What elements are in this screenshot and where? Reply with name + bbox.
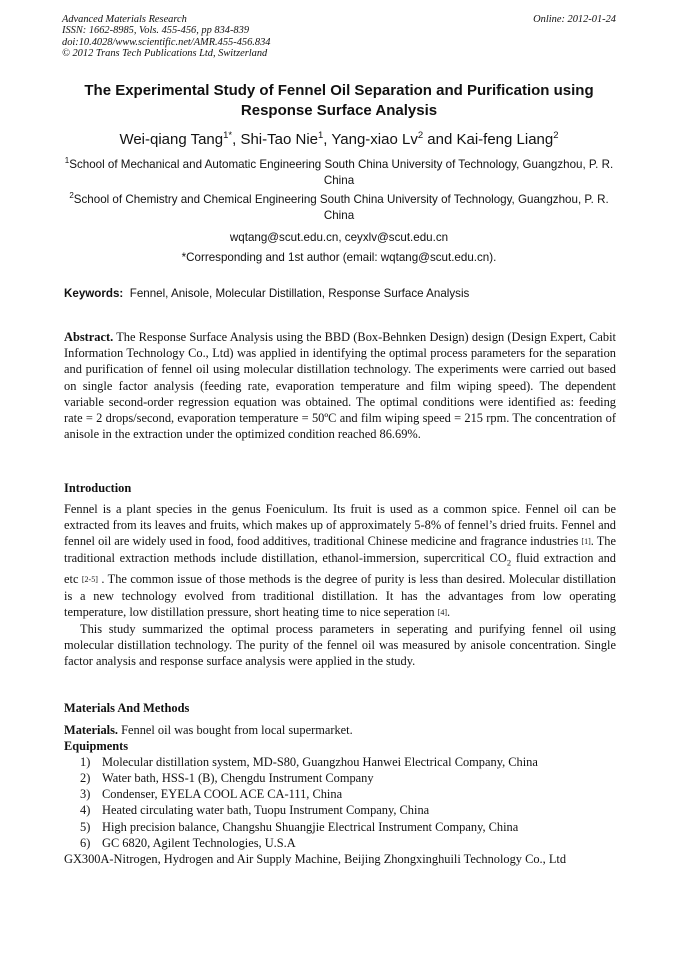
list-item bbox=[64, 786, 616, 802]
author-affiliation-mark: 1* bbox=[223, 130, 233, 141]
list-number: 4) bbox=[80, 803, 91, 818]
methods-body bbox=[64, 722, 616, 867]
list-text: High precision balance, Changshu Shuangjie Electrical Instrument Company, China bbox=[102, 819, 519, 834]
citation: [2-5] bbox=[81, 574, 98, 584]
journal-header bbox=[62, 14, 616, 60]
paragraph: This study summarized the optimal process parameters in seperating and purifying fennel oil using molecular distillation technology. The purity of the fennel oil was measured by anisole concentration. Single factor analysis and response surface analysis were applied in the study. bbox=[64, 622, 616, 669]
list-item bbox=[64, 802, 616, 818]
citation: [4] bbox=[437, 608, 448, 618]
paragraph bbox=[64, 501, 616, 621]
introduction-body bbox=[64, 501, 616, 669]
author-name: Wei-qiang Tang bbox=[119, 131, 224, 148]
author-separator: and bbox=[423, 131, 457, 148]
copyright-line: © 2012 Trans Tech Publications Ltd, Switzerland bbox=[62, 48, 268, 60]
list-text: Molecular distillation system, MD-S80, Guangzhou Hanwei Electrical Company, China bbox=[102, 755, 538, 770]
list-text: Water bath, HSS-1 (B), Chengdu Instrument Company bbox=[102, 771, 374, 786]
author-affiliation-mark: 2 bbox=[417, 130, 424, 141]
list-text: Condenser, EYELA COOL ACE CA-111, China bbox=[102, 787, 343, 802]
affiliation-text: School of Mechanical and Automatic Engineering South China University of Technology, Guangzhou, P. R. China bbox=[69, 158, 614, 187]
supply-machine-line: GX300A-Nitrogen, Hydrogen and Air Supply Machine, Beijing Zhongxinghuili Technology Co., Ltd bbox=[64, 851, 567, 866]
text-run: . bbox=[447, 605, 451, 620]
issn-line: ISSN: 1662-8985, Vols. 455-456, pp 834-839 bbox=[62, 25, 250, 37]
keywords-label: Keywords: bbox=[64, 287, 124, 300]
list-number: 1) bbox=[80, 755, 91, 770]
list-item bbox=[64, 770, 616, 786]
paper-title: The Experimental Study of Fennel Oil Separation and Purification using Response Surface Analysis bbox=[84, 82, 594, 119]
doi-line: doi:10.4028/www.scientific.net/AMR.455-456.834 bbox=[62, 36, 271, 48]
keywords-text: Fennel, Anisole, Molecular Distillation, Response Surface Analysis bbox=[129, 287, 470, 300]
list-text: GC 6820, Agilent Technologies, U.S.A bbox=[102, 835, 296, 850]
journal-name: Advanced Materials Research bbox=[62, 14, 187, 25]
author-name: Yang-xiao Lv bbox=[331, 131, 418, 148]
list-number: 6) bbox=[80, 835, 91, 850]
list-number: 2) bbox=[80, 771, 91, 786]
author-list bbox=[62, 130, 616, 150]
materials-line bbox=[64, 722, 616, 738]
affiliation-mark: 2 bbox=[69, 191, 74, 201]
equipment-list bbox=[64, 754, 616, 851]
methods-heading: Materials And Methods bbox=[64, 701, 190, 715]
abstract-label: Abstract. bbox=[64, 330, 114, 344]
introduction-heading: Introduction bbox=[64, 481, 132, 495]
list-text: Heated circulating water bath, Tuopu Instrument Company, China bbox=[102, 803, 430, 818]
author-emails: wqtang@scut.edu.cn, ceyxlv@scut.edu.cn bbox=[229, 231, 449, 244]
author-separator: , bbox=[232, 131, 241, 148]
citation: [1] bbox=[581, 537, 591, 547]
list-number: 5) bbox=[80, 819, 91, 834]
keywords bbox=[64, 286, 616, 302]
materials-text: Fennel oil was bought from local supermarket. bbox=[118, 723, 353, 737]
affiliation-mark: 1 bbox=[64, 156, 70, 166]
affiliation-text: School of Chemistry and Chemical Engineering South China University of Technology, Guangzhou, P. R. China bbox=[73, 193, 609, 222]
text-run: fluid extraction and etc bbox=[64, 551, 616, 586]
corresponding-author-note: *Corresponding and 1st author (email: wqtang@scut.edu.cn). bbox=[181, 251, 497, 264]
list-item bbox=[64, 819, 616, 835]
author-name: Kai-feng Liang bbox=[456, 131, 554, 148]
equipments-label: Equipments bbox=[64, 739, 129, 754]
author-affiliation-mark: 1 bbox=[318, 130, 324, 141]
materials-label: Materials. bbox=[64, 723, 119, 737]
list-item bbox=[64, 835, 616, 851]
list-number: 3) bbox=[80, 787, 91, 802]
list-item bbox=[64, 754, 616, 770]
author-affiliation-mark: 2 bbox=[553, 130, 559, 141]
affiliation-1 bbox=[62, 157, 616, 189]
text-run: Fennel is a plant species in the genus Foeniculum. Its fruit is used as a common spice. Fennel oil can be extracted from its leaves and fruits, which makes up of approximately 5-8% of fennel’s dried fruits. Fennel and fennel oil are widely used in food, food additives, traditional Chinese medicine and fragrance industries bbox=[64, 502, 616, 549]
abstract bbox=[64, 329, 616, 442]
author-name: Shi-Tao Nie bbox=[240, 131, 318, 148]
subscript: 2 bbox=[506, 557, 512, 568]
author-separator: , bbox=[323, 131, 332, 148]
online-date: Online: 2012-01-24 bbox=[533, 14, 616, 25]
affiliation-2 bbox=[62, 192, 616, 224]
abstract-text: The Response Surface Analysis using the BBD (Box-Behnken Design) design (Design Expert, Cabit Information Technology Co., Ltd) was applied in identifying the optimal process parameters for the separation and purification of fennel oil using molecular distillation technology. The experiments were carried out based on single factor analysis (feeding rate, evaporation temperature and film wiping speed). The dependent variable second-order regression equation was obtained. The optimal conditions were identified as: feeding rate = 2 drops/second, evaporation temperature = 50ºC and film wiping speed = 215 rpm. The concentration of anisole in the extraction under the optimized condition reached 86.69%. bbox=[64, 330, 617, 442]
text-run: . The traditional extraction methods include distillation, ethanol-immersion, supercritical CO bbox=[64, 534, 616, 566]
text-run: . The common issue of those methods is the degree of purity is less than desired. Molecular distillation is a new technology evolved from traditional distillation. It has the advantages from low operating temperature, low distillation pressure, short heating time to nice seperation bbox=[64, 571, 616, 620]
